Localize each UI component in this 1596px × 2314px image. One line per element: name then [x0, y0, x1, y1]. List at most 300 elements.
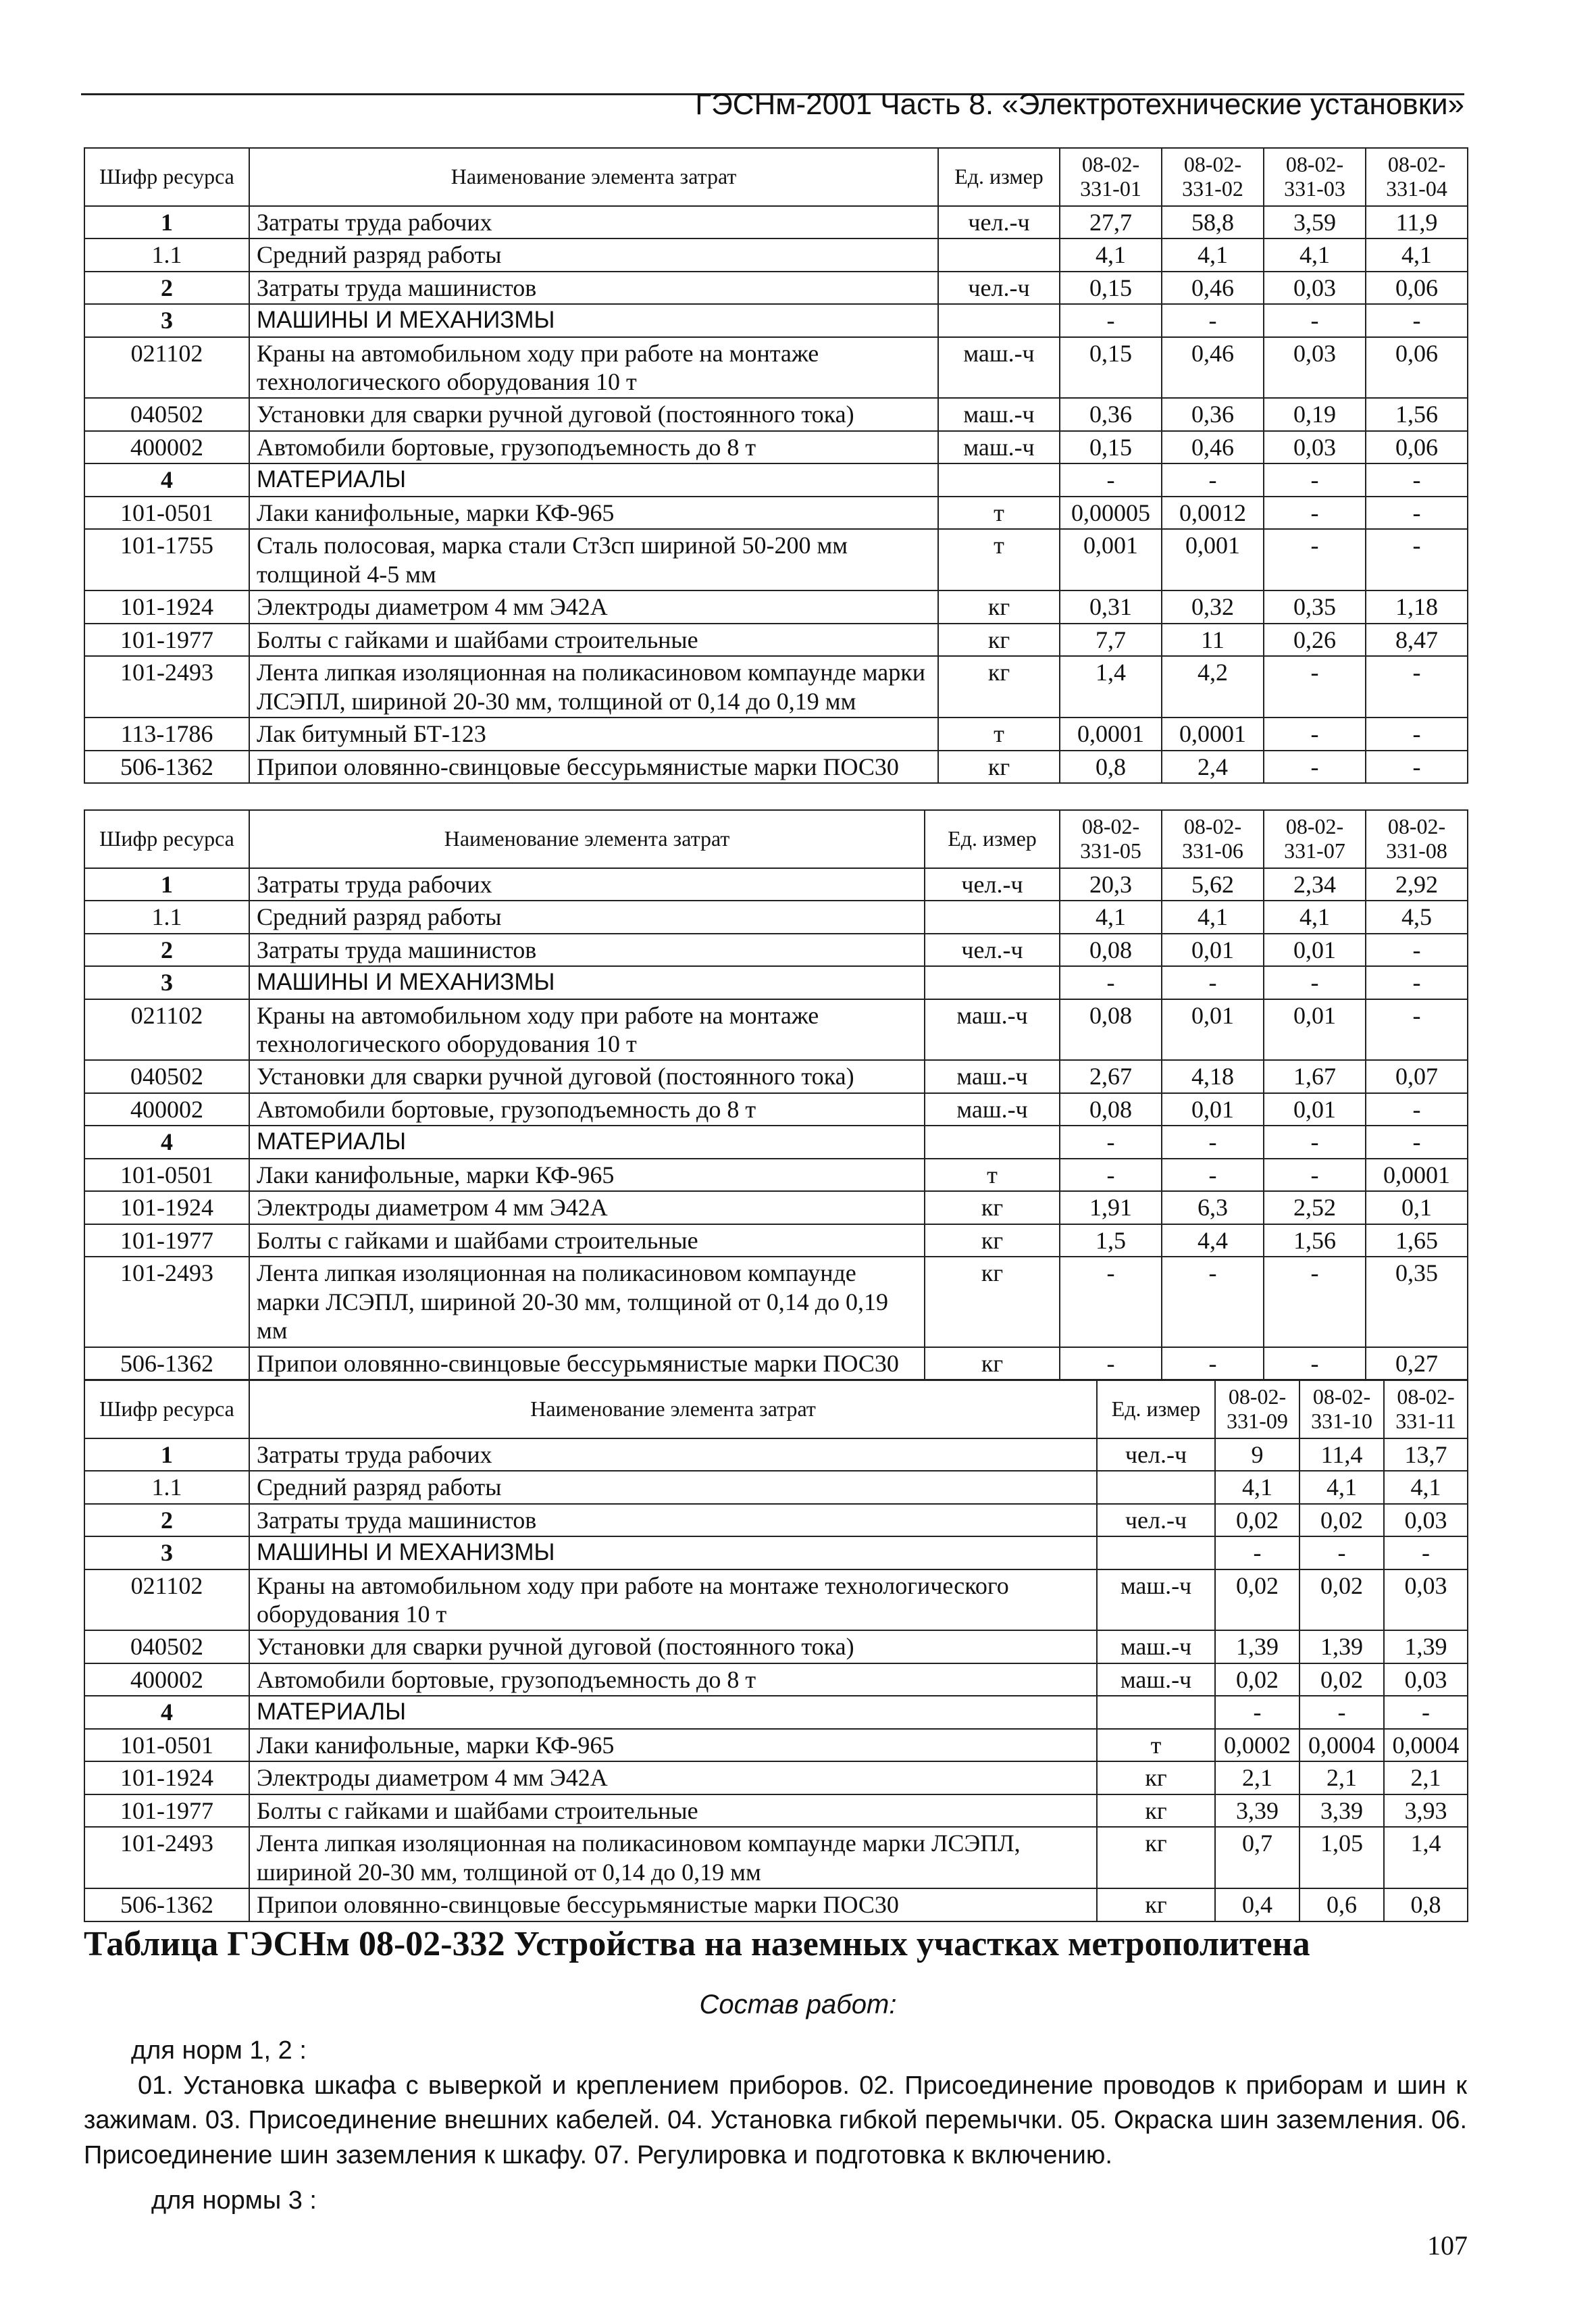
- value-cell: 0,02: [1215, 1569, 1299, 1631]
- value-cell: -: [1215, 1696, 1299, 1728]
- norms-table-331-01-04: [84, 147, 1468, 784]
- cost-element-name: Средний разряд работы: [249, 238, 938, 271]
- resource-code: 101-2493: [84, 1827, 249, 1888]
- header-norm-code: 08-02-331-01: [1060, 148, 1162, 206]
- value-cell: 0,08: [1060, 934, 1162, 966]
- header-name: Наименование элемента затрат: [249, 810, 925, 868]
- value-cell: -: [1264, 497, 1366, 529]
- resource-code: 101-0501: [84, 1159, 249, 1191]
- resource-code: 101-1977: [84, 1794, 249, 1827]
- value-cell: -: [1366, 463, 1468, 496]
- value-cell: 0,7: [1215, 1827, 1299, 1888]
- value-cell: 0,02: [1215, 1504, 1299, 1536]
- value-cell: 0,4: [1215, 1888, 1299, 1921]
- value-cell: -: [1366, 934, 1468, 966]
- resource-code: 506-1362: [84, 751, 249, 783]
- value-cell: -: [1264, 1347, 1366, 1380]
- value-cell: -: [1366, 718, 1468, 750]
- table-row: [84, 1347, 1468, 1380]
- resource-code: 1.1: [84, 238, 249, 271]
- unit-cell: т: [938, 497, 1060, 529]
- cost-element-name: Лаки канифольные, марки КФ-965: [249, 497, 938, 529]
- value-cell: 0,03: [1264, 337, 1366, 399]
- cost-element-name: Краны на автомобильном ходу при работе на монтаже технологического оборудования 10 т: [249, 337, 938, 399]
- value-cell: 0,8: [1384, 1888, 1468, 1921]
- value-cell: 3,59: [1264, 206, 1366, 238]
- value-cell: -: [1366, 966, 1468, 999]
- table-row: [84, 1696, 1468, 1728]
- table-row: [84, 1060, 1468, 1092]
- value-cell: 0,01: [1264, 934, 1366, 966]
- unit-cell: т: [1097, 1729, 1215, 1761]
- value-cell: 0,0004: [1384, 1729, 1468, 1761]
- unit-cell: [1097, 1696, 1215, 1728]
- value-cell: -: [1264, 1126, 1366, 1158]
- cost-element-name: Затраты труда машинистов: [249, 272, 938, 304]
- cost-element-name: Затраты труда машинистов: [249, 1504, 1097, 1536]
- resource-code: 2: [84, 272, 249, 304]
- table-row: [84, 206, 1468, 238]
- resource-code: 3: [84, 1536, 249, 1569]
- value-cell: 0,03: [1264, 431, 1366, 463]
- resource-code: 506-1362: [84, 1888, 249, 1921]
- cost-element-name: Лак битумный БТ-123: [249, 718, 938, 750]
- value-cell: -: [1366, 1126, 1468, 1158]
- value-cell: -: [1264, 529, 1366, 590]
- table-row: [84, 238, 1468, 271]
- cost-element-name: Лаки канифольные, марки КФ-965: [249, 1159, 925, 1191]
- resource-code: 101-1977: [84, 1224, 249, 1257]
- resource-code: 4: [84, 1126, 249, 1158]
- value-cell: 9: [1215, 1438, 1299, 1471]
- value-cell: -: [1299, 1696, 1384, 1728]
- section-heading: МАШИНЫ И МЕХАНИЗМЫ: [249, 1536, 1097, 1569]
- value-cell: 11,9: [1366, 206, 1468, 238]
- table-row: [84, 1224, 1468, 1257]
- value-cell: 0,001: [1060, 529, 1162, 590]
- norms-table-331-09-11: [84, 1380, 1468, 1922]
- resource-code: 040502: [84, 1060, 249, 1092]
- section-heading: МАШИНЫ И МЕХАНИЗМЫ: [249, 966, 925, 999]
- value-cell: 2,34: [1264, 868, 1366, 901]
- value-cell: 0,02: [1215, 1663, 1299, 1696]
- value-cell: 1,4: [1384, 1827, 1468, 1888]
- value-cell: 13,7: [1384, 1438, 1468, 1471]
- table-row: [84, 590, 1468, 623]
- unit-cell: кг: [938, 590, 1060, 623]
- value-cell: 4,1: [1162, 901, 1264, 933]
- value-cell: 8,47: [1366, 624, 1468, 656]
- value-cell: 11,4: [1299, 1438, 1384, 1471]
- sostav-title: Состав работ:: [699, 1990, 897, 2019]
- table-row: [84, 1438, 1468, 1471]
- unit-cell: маш.-ч: [1097, 1569, 1215, 1631]
- table-row: [84, 431, 1468, 463]
- value-cell: 6,3: [1162, 1191, 1264, 1224]
- value-cell: 4,1: [1366, 238, 1468, 271]
- cost-element-name: Затраты труда рабочих: [249, 206, 938, 238]
- header-unit: Ед. измер: [1097, 1380, 1215, 1438]
- resource-code: 040502: [84, 1630, 249, 1663]
- cost-element-name: Автомобили бортовые, грузоподъемность до 8 т: [249, 1663, 1097, 1696]
- resource-code: 101-0501: [84, 497, 249, 529]
- value-cell: 0,35: [1366, 1257, 1468, 1347]
- cost-element-name: Краны на автомобильном ходу при работе на монтаже технологического оборудования 10 т: [249, 999, 925, 1061]
- unit-cell: [925, 1126, 1060, 1158]
- table-row: [84, 463, 1468, 496]
- cost-element-name: Болты с гайками и шайбами строительные: [249, 1224, 925, 1257]
- value-cell: 0,15: [1060, 272, 1162, 304]
- value-cell: 1,5: [1060, 1224, 1162, 1257]
- value-cell: 4,1: [1384, 1471, 1468, 1503]
- value-cell: -: [1366, 1093, 1468, 1126]
- value-cell: 1,05: [1299, 1827, 1384, 1888]
- value-cell: 4,1: [1215, 1471, 1299, 1503]
- cost-element-name: Лента липкая изоляционная на поликасиновом компаунде марки ЛСЭПЛ, шириной 20-30 мм, толщиной от 0,14 до 0,19 мм: [249, 656, 938, 718]
- table-row: [84, 1761, 1468, 1794]
- resource-code: 2: [84, 1504, 249, 1536]
- value-cell: 0,32: [1162, 590, 1264, 623]
- unit-cell: [1097, 1471, 1215, 1503]
- table-row: [84, 1663, 1468, 1696]
- header-norm-code: 08-02-331-07: [1264, 810, 1366, 868]
- section-heading: МАТЕРИАЛЫ: [249, 463, 938, 496]
- cost-element-name: Установки для сварки ручной дуговой (постоянного тока): [249, 1060, 925, 1092]
- section-heading: МАШИНЫ И МЕХАНИЗМЫ: [249, 304, 938, 336]
- value-cell: -: [1264, 304, 1366, 336]
- value-cell: 0,15: [1060, 431, 1162, 463]
- header-norm-code: 08-02-331-10: [1299, 1380, 1384, 1438]
- resource-code: 1: [84, 206, 249, 238]
- unit-cell: кг: [1097, 1794, 1215, 1827]
- value-cell: 0,35: [1264, 590, 1366, 623]
- table-row: [84, 1794, 1468, 1827]
- value-cell: 1,39: [1299, 1630, 1384, 1663]
- unit-cell: чел.-ч: [925, 934, 1060, 966]
- header-norm-code: 08-02-331-11: [1384, 1380, 1468, 1438]
- unit-cell: кг: [1097, 1761, 1215, 1794]
- value-cell: -: [1060, 1257, 1162, 1347]
- table-row: [84, 272, 1468, 304]
- unit-cell: [938, 238, 1060, 271]
- value-cell: 4,18: [1162, 1060, 1264, 1092]
- value-cell: 0,31: [1060, 590, 1162, 623]
- running-head: ГЭСНм-2001 Часть 8. «Электротехнические установки»: [695, 88, 1464, 121]
- value-cell: 0,02: [1299, 1504, 1384, 1536]
- value-cell: 1,56: [1264, 1224, 1366, 1257]
- resource-code: 021102: [84, 1569, 249, 1631]
- unit-cell: т: [925, 1159, 1060, 1191]
- value-cell: 1,18: [1366, 590, 1468, 623]
- resource-code: 101-1924: [84, 1191, 249, 1224]
- resource-code: 506-1362: [84, 1347, 249, 1380]
- value-cell: 0,01: [1264, 999, 1366, 1061]
- value-cell: 0,0001: [1162, 718, 1264, 750]
- cost-element-name: Лаки канифольные, марки КФ-965: [249, 1729, 1097, 1761]
- value-cell: -: [1060, 1126, 1162, 1158]
- value-cell: -: [1162, 1159, 1264, 1191]
- table-row: [84, 966, 1468, 999]
- table-row: [84, 1504, 1468, 1536]
- resource-code: 101-0501: [84, 1729, 249, 1761]
- table-row: [84, 934, 1468, 966]
- value-cell: 0,26: [1264, 624, 1366, 656]
- value-cell: 2,92: [1366, 868, 1468, 901]
- table-row: [84, 1630, 1468, 1663]
- value-cell: -: [1162, 1347, 1264, 1380]
- unit-cell: чел.-ч: [938, 272, 1060, 304]
- value-cell: 0,08: [1060, 1093, 1162, 1126]
- unit-cell: кг: [938, 624, 1060, 656]
- value-cell: 0,08: [1060, 999, 1162, 1061]
- value-cell: 0,07: [1366, 1060, 1468, 1092]
- value-cell: 4,1: [1264, 238, 1366, 271]
- table-row: [84, 624, 1468, 656]
- value-cell: 2,1: [1299, 1761, 1384, 1794]
- value-cell: 1,39: [1384, 1630, 1468, 1663]
- unit-cell: [1097, 1536, 1215, 1569]
- table-row: [84, 497, 1468, 529]
- unit-cell: кг: [938, 751, 1060, 783]
- value-cell: 58,8: [1162, 206, 1264, 238]
- header-norm-code: 08-02-331-02: [1162, 148, 1264, 206]
- value-cell: 1,67: [1264, 1060, 1366, 1092]
- resource-code: 101-2493: [84, 656, 249, 718]
- work-composition-text: 01. Установка шкафа с выверкой и креплением приборов. 02. Присоединение проводов к приборам и шин к зажимам. 03. Присоединение внешних кабелей. 04. Установка гибкой перемычки. 05. Окраска шин заземления. 06. Присоединение шин заземления к шкафу. 07. Регулировка и подготовка к включению.: [84, 2071, 1467, 2169]
- value-cell: -: [1366, 999, 1468, 1061]
- value-cell: 4,1: [1162, 238, 1264, 271]
- value-cell: -: [1264, 1159, 1366, 1191]
- unit-cell: кг: [1097, 1827, 1215, 1888]
- value-cell: 4,1: [1060, 238, 1162, 271]
- value-cell: -: [1366, 751, 1468, 783]
- table-row: [84, 999, 1468, 1061]
- value-cell: 0,19: [1264, 398, 1366, 430]
- resource-code: 021102: [84, 337, 249, 399]
- cost-element-name: Электроды диаметром 4 мм Э42А: [249, 590, 938, 623]
- cost-element-name: Автомобили бортовые, грузоподъемность до 8 т: [249, 1093, 925, 1126]
- value-cell: 4,4: [1162, 1224, 1264, 1257]
- table-row: [84, 1536, 1468, 1569]
- table-row: [84, 304, 1468, 336]
- value-cell: -: [1264, 463, 1366, 496]
- unit-cell: маш.-ч: [925, 1060, 1060, 1092]
- value-cell: 0,36: [1162, 398, 1264, 430]
- page-number: 107: [1427, 2230, 1468, 2261]
- value-cell: -: [1162, 1257, 1264, 1347]
- value-cell: 0,46: [1162, 431, 1264, 463]
- header-code: Шифр ресурса: [84, 810, 249, 868]
- value-cell: 2,1: [1384, 1761, 1468, 1794]
- header-code: Шифр ресурса: [84, 148, 249, 206]
- header-norm-code: 08-02-331-09: [1215, 1380, 1299, 1438]
- value-cell: -: [1366, 304, 1468, 336]
- value-cell: 0,01: [1162, 934, 1264, 966]
- value-cell: -: [1264, 1257, 1366, 1347]
- value-cell: -: [1384, 1696, 1468, 1728]
- cost-element-name: Краны на автомобильном ходу при работе на монтаже технологического оборудования 10 т: [249, 1569, 1097, 1631]
- unit-cell: маш.-ч: [938, 398, 1060, 430]
- cost-element-name: Припои оловянно-свинцовые бессурьмянистые марки ПОС30: [249, 1888, 1097, 1921]
- value-cell: 0,36: [1060, 398, 1162, 430]
- unit-cell: [938, 304, 1060, 336]
- table-row: [84, 718, 1468, 750]
- cost-element-name: Установки для сварки ручной дуговой (постоянного тока): [249, 1630, 1097, 1663]
- value-cell: 0,03: [1264, 272, 1366, 304]
- value-cell: 3,39: [1299, 1794, 1384, 1827]
- unit-cell: кг: [1097, 1888, 1215, 1921]
- value-cell: 7,7: [1060, 624, 1162, 656]
- value-cell: 27,7: [1060, 206, 1162, 238]
- cost-element-name: Автомобили бортовые, грузоподъемность до 8 т: [249, 431, 938, 463]
- table-row: [84, 1569, 1468, 1631]
- resource-code: 1: [84, 1438, 249, 1471]
- table-row: [84, 868, 1468, 901]
- cost-element-name: Электроды диаметром 4 мм Э42А: [249, 1761, 1097, 1794]
- unit-cell: кг: [925, 1257, 1060, 1347]
- value-cell: -: [1366, 656, 1468, 718]
- section-title: Таблица ГЭСНм 08-02-332 Устройства на наземных участках метрополитена: [84, 1925, 1310, 1963]
- value-cell: -: [1264, 966, 1366, 999]
- value-cell: 1,56: [1366, 398, 1468, 430]
- section-heading: МАТЕРИАЛЫ: [249, 1126, 925, 1158]
- value-cell: 11: [1162, 624, 1264, 656]
- cost-element-name: Сталь полосовая, марка стали Ст3сп шириной 50-200 мм толщиной 4-5 мм: [249, 529, 938, 590]
- norms-table-331-05-08: [84, 809, 1468, 1380]
- cost-element-name: Средний разряд работы: [249, 901, 925, 933]
- resource-code: 1.1: [84, 901, 249, 933]
- table-row: [84, 398, 1468, 430]
- header-norm-code: 08-02-331-04: [1366, 148, 1468, 206]
- value-cell: 3,39: [1215, 1794, 1299, 1827]
- value-cell: 0,03: [1384, 1663, 1468, 1696]
- value-cell: -: [1162, 1126, 1264, 1158]
- value-cell: 0,01: [1162, 999, 1264, 1061]
- header-unit: Ед. измер: [925, 810, 1060, 868]
- unit-cell: т: [938, 718, 1060, 750]
- header-norm-code: 08-02-331-05: [1060, 810, 1162, 868]
- cost-element-name: Болты с гайками и шайбами строительные: [249, 1794, 1097, 1827]
- header-unit: Ед. измер: [938, 148, 1060, 206]
- table-row: [84, 1257, 1468, 1347]
- table-row: [84, 751, 1468, 783]
- cost-element-name: Электроды диаметром 4 мм Э42А: [249, 1191, 925, 1224]
- value-cell: 4,1: [1299, 1471, 1384, 1503]
- cost-element-name: Затраты труда машинистов: [249, 934, 925, 966]
- unit-cell: кг: [925, 1191, 1060, 1224]
- resource-code: 1: [84, 868, 249, 901]
- table-row: [84, 656, 1468, 718]
- unit-cell: чел.-ч: [925, 868, 1060, 901]
- value-cell: 4,5: [1366, 901, 1468, 933]
- resource-code: 021102: [84, 999, 249, 1061]
- value-cell: 2,4: [1162, 751, 1264, 783]
- resource-code: 113-1786: [84, 718, 249, 750]
- value-cell: 20,3: [1060, 868, 1162, 901]
- cost-element-name: Затраты труда рабочих: [249, 868, 925, 901]
- value-cell: 3,93: [1384, 1794, 1468, 1827]
- unit-cell: т: [938, 529, 1060, 590]
- unit-cell: [938, 463, 1060, 496]
- header-code: Шифр ресурса: [84, 1380, 249, 1438]
- resource-code: 101-1755: [84, 529, 249, 590]
- table-row: [84, 1191, 1468, 1224]
- table-row: [84, 337, 1468, 399]
- value-cell: 0,02: [1299, 1663, 1384, 1696]
- header-norm-code: 08-02-331-06: [1162, 810, 1264, 868]
- table-row: [84, 1729, 1468, 1761]
- unit-cell: [925, 901, 1060, 933]
- cost-element-name: Припои оловянно-свинцовые бессурьмянистые марки ПОС30: [249, 1347, 925, 1380]
- resource-code: 400002: [84, 1093, 249, 1126]
- value-cell: 0,00005: [1060, 497, 1162, 529]
- value-cell: 0,1: [1366, 1191, 1468, 1224]
- value-cell: 2,67: [1060, 1060, 1162, 1092]
- resource-code: 040502: [84, 398, 249, 430]
- resource-code: 400002: [84, 1663, 249, 1696]
- resource-code: 2: [84, 934, 249, 966]
- value-cell: 0,0002: [1215, 1729, 1299, 1761]
- value-cell: 1,91: [1060, 1191, 1162, 1224]
- value-cell: 0,06: [1366, 431, 1468, 463]
- table-row: [84, 1471, 1468, 1503]
- cost-element-name: Затраты труда рабочих: [249, 1438, 1097, 1471]
- header-name: Наименование элемента затрат: [249, 148, 938, 206]
- value-cell: 0,6: [1299, 1888, 1384, 1921]
- unit-cell: маш.-ч: [938, 431, 1060, 463]
- value-cell: 4,1: [1060, 901, 1162, 933]
- resource-code: 3: [84, 966, 249, 999]
- resource-code: 1.1: [84, 1471, 249, 1503]
- cost-element-name: Лента липкая изоляционная на поликасиновом компаунде марки ЛСЭПЛ, шириной 20-30 мм, толщиной от 0,14 до 0,19 мм: [249, 1257, 925, 1347]
- table-row: [84, 1126, 1468, 1158]
- value-cell: 0,46: [1162, 272, 1264, 304]
- value-cell: 5,62: [1162, 868, 1264, 901]
- table-row: [84, 1159, 1468, 1191]
- resource-code: 101-1977: [84, 624, 249, 656]
- value-cell: -: [1162, 304, 1264, 336]
- value-cell: -: [1366, 497, 1468, 529]
- unit-cell: маш.-ч: [925, 1093, 1060, 1126]
- value-cell: 0,03: [1384, 1569, 1468, 1631]
- value-cell: -: [1264, 656, 1366, 718]
- resource-code: 400002: [84, 431, 249, 463]
- resource-code: 4: [84, 1696, 249, 1728]
- unit-cell: чел.-ч: [938, 206, 1060, 238]
- cost-element-name: Болты с гайками и шайбами строительные: [249, 624, 938, 656]
- value-cell: -: [1060, 304, 1162, 336]
- value-cell: 4,1: [1264, 901, 1366, 933]
- resource-code: 3: [84, 304, 249, 336]
- value-cell: -: [1060, 463, 1162, 496]
- value-cell: 0,0001: [1366, 1159, 1468, 1191]
- resource-code: 101-1924: [84, 1761, 249, 1794]
- value-cell: 0,0004: [1299, 1729, 1384, 1761]
- value-cell: -: [1060, 1159, 1162, 1191]
- value-cell: 0,15: [1060, 337, 1162, 399]
- value-cell: 4,2: [1162, 656, 1264, 718]
- value-cell: 0,0012: [1162, 497, 1264, 529]
- value-cell: -: [1060, 1347, 1162, 1380]
- for-norm-3: для нормы 3 :: [151, 2186, 317, 2215]
- value-cell: -: [1264, 718, 1366, 750]
- resource-code: 101-1924: [84, 590, 249, 623]
- unit-cell: маш.-ч: [925, 999, 1060, 1061]
- value-cell: 0,27: [1366, 1347, 1468, 1380]
- value-cell: -: [1299, 1536, 1384, 1569]
- value-cell: 2,1: [1215, 1761, 1299, 1794]
- value-cell: 1,65: [1366, 1224, 1468, 1257]
